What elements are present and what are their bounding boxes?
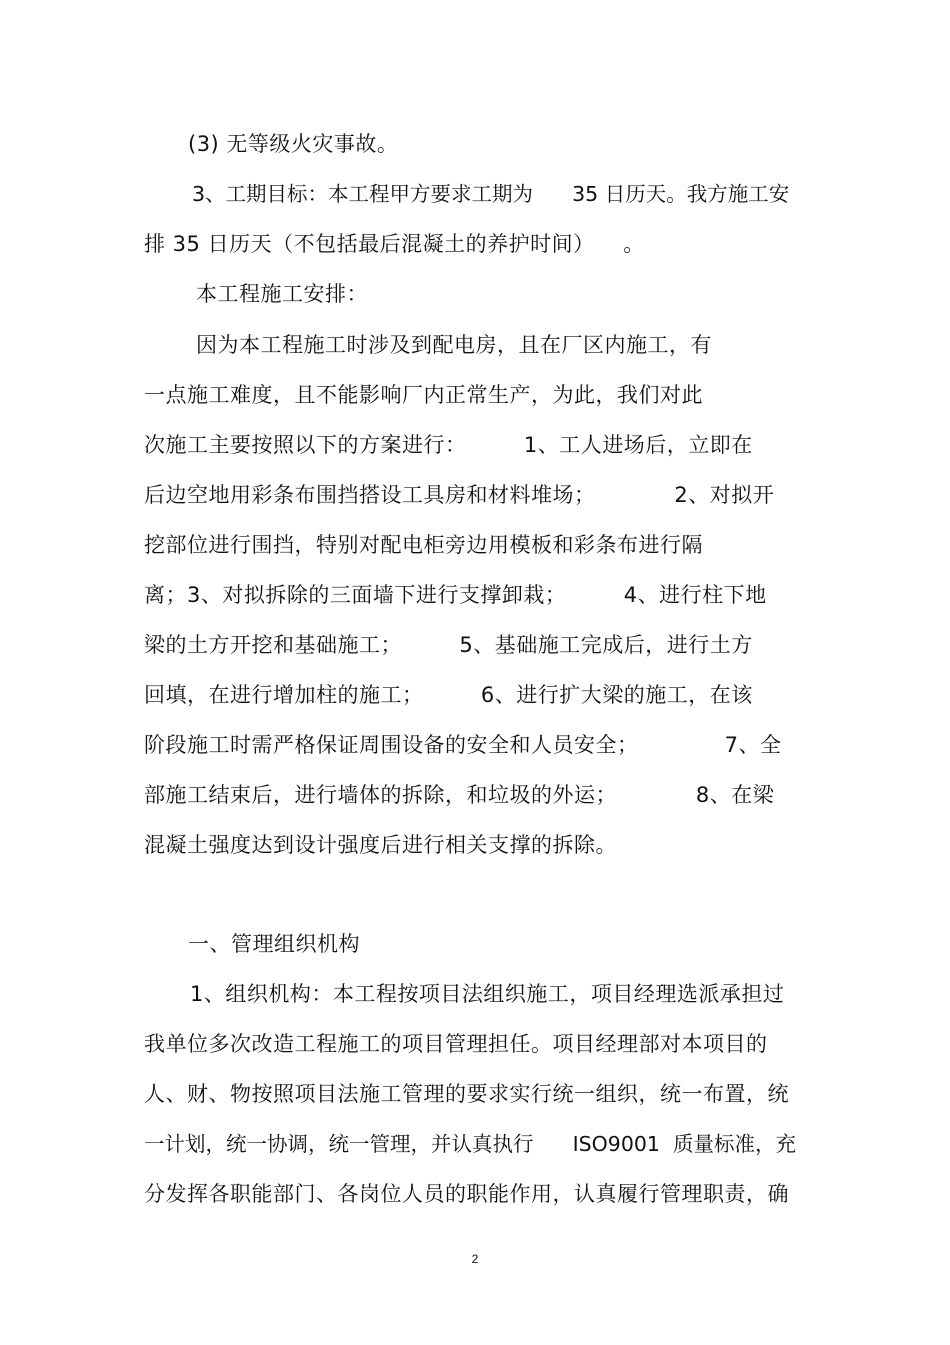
page-number: 2 (471, 1252, 479, 1266)
text-line: 人、财、物按照项目法施工管理的要求实行统一组织，统一布置，统 (144, 1082, 789, 1106)
text-line: 挖部位进行围挡，特别对配电柜旁边用模板和彩条布进行隔 (144, 533, 703, 557)
text-line: 一点施工难度，且不能影响厂内正常生产，为此，我们对此 (144, 383, 703, 407)
text-line: 排 35 日历天（不包括最后混凝土的养护时间） 。 (144, 232, 645, 256)
text-line: 分发挥各职能部门、各岗位人员的职能作用，认真履行管理职责，确 (144, 1182, 789, 1206)
text-line: 次施工主要按照以下的方案进行： 1、工人进场后，立即在 (144, 433, 753, 457)
text-line: 我单位多次改造工程施工的项目管理担任。项目经理部对本项目的 (144, 1032, 768, 1056)
text-line: 一计划，统一协调，统一管理，并认真执行 ISO9001 质量标准，充 (144, 1132, 796, 1156)
text-line: (3) 无等级火灾事故。 (188, 132, 399, 156)
text-line: 1、组织机构：本工程按项目法组织施工，项目经理选派承担过 (190, 982, 785, 1006)
text-line: 回填，在进行增加柱的施工； 6、进行扩大梁的施工，在该 (144, 683, 753, 707)
text-line: 梁的土方开挖和基础施工； 5、基础施工完成后，进行土方 (144, 633, 753, 657)
text-line: 部施工结束后，进行墙体的拆除，和垃圾的外运； 8、在梁 (144, 783, 775, 807)
section-heading: 本工程施工安排： (196, 282, 368, 306)
text-line: 离；3、对拟拆除的三面墙下进行支撑卸栽； 4、进行柱下地 (144, 583, 767, 607)
section-heading: 一、管理组织机构 (188, 932, 360, 956)
text-line: 3、工期目标：本工程甲方要求工期为 35 日历天。我方施工安 (192, 182, 790, 206)
text-line: 因为本工程施工时涉及到配电房，且在厂区内施工，有 (196, 333, 712, 357)
text-line: 后边空地用彩条布围挡搭设工具房和材料堆场； 2、对拟开 (144, 483, 775, 507)
text-line: 阶段施工时需严格保证周围设备的安全和人员安全； 7、全 (144, 733, 782, 757)
text-line: 混凝土强度达到设计强度后进行相关支撑的拆除。 (144, 833, 617, 857)
